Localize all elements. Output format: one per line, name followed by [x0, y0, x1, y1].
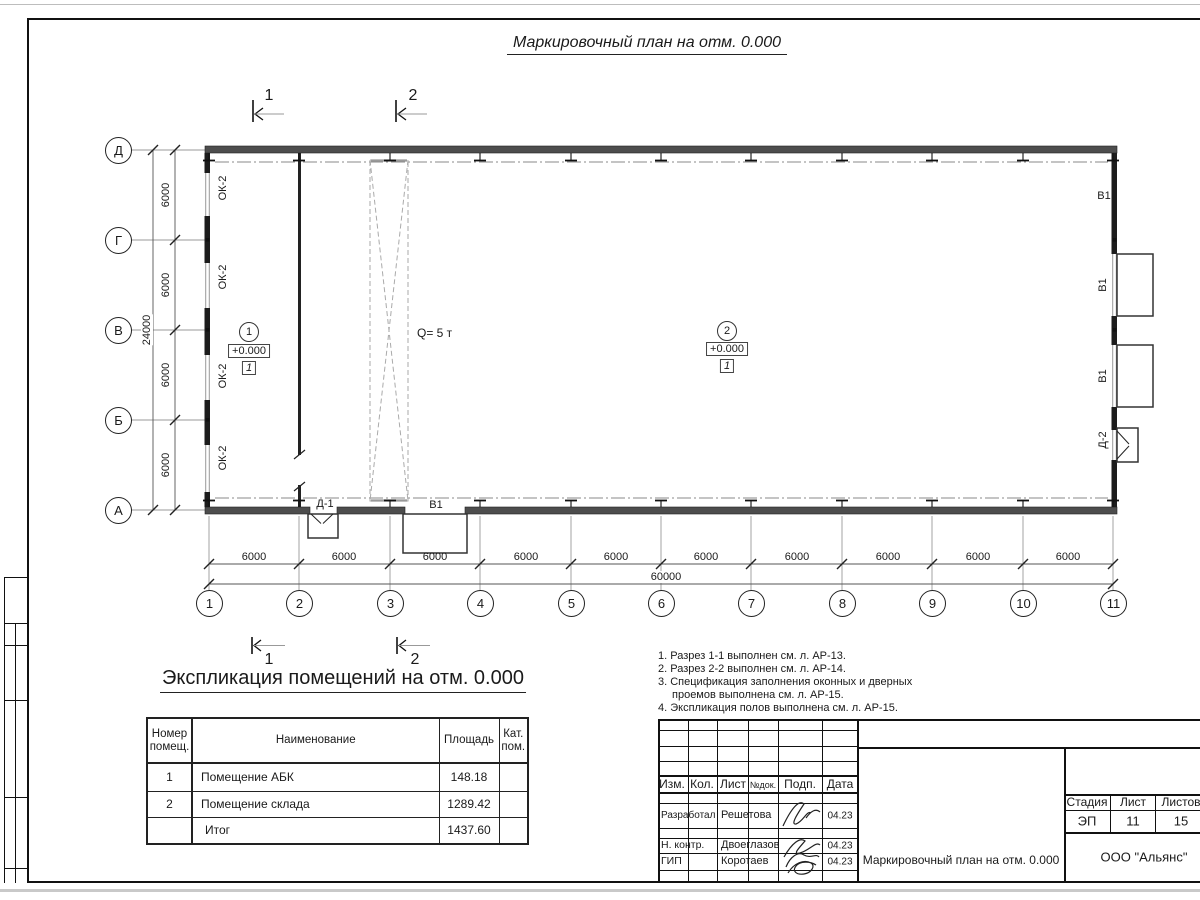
signatures: [778, 795, 824, 880]
titleblock-hline: [858, 747, 1200, 749]
gate-label: В1: [1097, 278, 1109, 292]
room-number: 2: [147, 791, 192, 817]
room-2-elevation: +0.000: [706, 342, 748, 356]
header-data: Дата: [826, 777, 854, 791]
dim-span: 6000: [965, 551, 991, 563]
frame-bottom: [27, 881, 1200, 883]
margin-stamp-hline: [4, 797, 27, 798]
dim-span: 6000: [693, 551, 719, 563]
page-title: Маркировочный план на отм. 0.000: [507, 34, 787, 55]
dim-span: 6000: [160, 362, 172, 388]
table-row: [147, 817, 528, 844]
room-category: [499, 817, 528, 844]
titleblock-hline: [658, 730, 858, 731]
titleblock-left: [658, 719, 660, 883]
door-1-label: Д-1: [316, 498, 334, 510]
explication-title: Экспликация помещений на отм. 0.000: [160, 667, 526, 693]
axis-bubble-D: Д: [105, 137, 132, 164]
signature-strokes: [783, 803, 820, 874]
sheet-value: 11: [1126, 813, 1140, 829]
axis-bubble-6: 6: [648, 590, 675, 617]
door-2-label: Д-2: [1097, 431, 1109, 449]
axis-bubble-7: 7: [738, 590, 765, 617]
room-category: [499, 791, 528, 817]
titleblock-vline: [688, 719, 689, 883]
total-area: 1437.60: [439, 817, 499, 844]
room-1-elevation: +0.000: [228, 344, 270, 358]
titleblock-divider: [857, 719, 859, 883]
gate-label: В1: [1097, 369, 1109, 383]
titleblock-vline: [1110, 794, 1111, 832]
dim-span: 6000: [603, 551, 629, 563]
section-1-number-bottom: 1: [264, 651, 274, 668]
crane-symbol: [370, 160, 408, 501]
window-label: ОК-2: [217, 264, 229, 290]
header-ndok: №док.: [749, 780, 777, 790]
titleblock-doc-title: Маркировочный план на отм. 0.000: [862, 853, 1060, 867]
dim-span: 6000: [1055, 551, 1081, 563]
dim-total-horizontal: 60000: [648, 571, 685, 583]
titleblock-top: [658, 719, 1200, 721]
axis-bubble-V: В: [105, 317, 132, 344]
explication-table: [146, 717, 529, 845]
room-area: 1289.42: [439, 791, 499, 817]
col-header-area: Площадь: [439, 718, 499, 763]
axis-bubble-B: Б: [105, 407, 132, 434]
section-marks-bottom: [252, 637, 430, 654]
sheet-label: Лист: [1119, 795, 1147, 809]
titleblock-hline: [1064, 810, 1200, 811]
room-name: Помещение АБК: [192, 763, 439, 791]
room-category: [499, 763, 528, 791]
titleblock-hline: [658, 746, 858, 747]
table-row: [147, 791, 528, 817]
note-3: 3. Спецификация заполнения оконных и дверных: [658, 676, 913, 688]
axis-bubble-3: 3: [377, 590, 404, 617]
name-gip: Коротаев: [721, 855, 769, 867]
header-kol: Кол.: [690, 777, 714, 791]
section-marks-top: [253, 100, 427, 122]
col-header-category: Кат. пом.: [499, 718, 528, 763]
gate-label: В1: [1097, 190, 1111, 202]
sheets-value: 15: [1173, 813, 1189, 829]
margin-stamp-hline: [4, 868, 27, 869]
dim-span: 6000: [784, 551, 810, 563]
dimension-lines: [153, 150, 1113, 584]
axis-bubble-8: 8: [829, 590, 856, 617]
dim-span: 6000: [875, 551, 901, 563]
dim-span: 6000: [513, 551, 539, 563]
room-2-number: 2: [717, 321, 737, 341]
sheet-bottom-edge: [0, 889, 1200, 892]
table-row: [147, 763, 528, 791]
note-1: 1. Разрез 1-1 выполнен см. л. АР-13.: [658, 650, 846, 662]
crane-rail-lines: [215, 162, 1111, 498]
titleblock-hline: [658, 761, 858, 762]
stage-value: ЭП: [1077, 813, 1097, 829]
dim-span: 6000: [160, 272, 172, 298]
axis-bubble-2: 2: [286, 590, 313, 617]
window-label: ОК-2: [217, 445, 229, 471]
interior-wall: [294, 153, 305, 507]
room-number: 1: [147, 763, 192, 791]
axis-bubble-11: 11: [1100, 590, 1127, 617]
dim-span: 6000: [160, 182, 172, 208]
col-header-number: Номер помещ.: [147, 718, 192, 763]
header-list: Лист: [719, 777, 747, 791]
axis-bubble-G: Г: [105, 227, 132, 254]
room-area: 148.18: [439, 763, 499, 791]
titleblock-hline: [658, 828, 858, 829]
window-label: ОК-2: [217, 175, 229, 201]
date-gip: 04.23: [827, 856, 853, 868]
window-label: ОК-2: [217, 363, 229, 389]
dim-span: 6000: [422, 551, 448, 563]
building-walls: [205, 146, 1118, 514]
titleblock-vline: [1155, 794, 1156, 832]
margin-stamp-vline2: [15, 623, 16, 883]
name-developer: Решетова: [721, 809, 772, 821]
axis-bubble-10: 10: [1010, 590, 1037, 617]
dimension-ticks: [148, 145, 1118, 589]
role-gip: ГИП: [661, 855, 682, 867]
room-1-number: 1: [239, 322, 259, 342]
note-3-continued: проемов выполнена см. л. АР-15.: [672, 689, 844, 701]
stage-label: Стадия: [1066, 795, 1108, 809]
axis-bubble-9: 9: [919, 590, 946, 617]
date-ncontrol: 04.23: [827, 840, 853, 852]
margin-stamp-hline: [4, 700, 27, 701]
dim-span: 6000: [241, 551, 267, 563]
room-number: [147, 817, 192, 844]
room-2-floor-type: 1: [720, 359, 734, 373]
column-marks: [203, 153, 1119, 507]
axis-bubble-1: 1: [196, 590, 223, 617]
dim-span: 6000: [331, 551, 357, 563]
total-label: Итог: [192, 817, 439, 844]
note-2: 2. Разрез 2-2 выполнен см. л. АР-14.: [658, 663, 846, 675]
section-2-number: 2: [408, 87, 418, 104]
gate-label: В1: [429, 499, 443, 511]
section-1-number: 1: [264, 87, 274, 104]
col-header-name: Наименование: [192, 718, 439, 763]
titleblock-hline: [1064, 832, 1200, 834]
titleblock-hline: [658, 803, 858, 804]
titleblock-hline: [658, 853, 858, 854]
company-name: ООО "Альянс": [1100, 849, 1188, 865]
axis-bubble-5: 5: [558, 590, 585, 617]
role-ncontrol: Н. контр.: [661, 839, 705, 851]
titleblock-vline: [717, 719, 718, 883]
titleblock-vline: [1064, 747, 1066, 883]
sheets-label: Листов: [1161, 795, 1200, 809]
room-name: Помещение склада: [192, 791, 439, 817]
note-4: 4. Экспликация полов выполнена см. л. АР-15.: [658, 702, 898, 714]
room-1-floor-type: 1: [242, 361, 256, 375]
header-izm: Изм.: [659, 777, 685, 791]
header-podp: Подп.: [784, 777, 816, 791]
titleblock-hline: [658, 792, 858, 794]
name-ncontrol: Двоеглазов: [721, 839, 780, 851]
dim-span: 6000: [160, 452, 172, 478]
section-2-number-bottom: 2: [410, 651, 420, 668]
axis-bubble-A: А: [105, 497, 132, 524]
crane-capacity-label: Q= 5 т: [417, 326, 453, 340]
dim-total-vertical: 24000: [141, 314, 153, 346]
date-developer: 04.23: [827, 810, 853, 822]
role-developer: Разработал: [661, 810, 716, 821]
titleblock-hline: [658, 870, 858, 871]
axis-bubble-4: 4: [467, 590, 494, 617]
